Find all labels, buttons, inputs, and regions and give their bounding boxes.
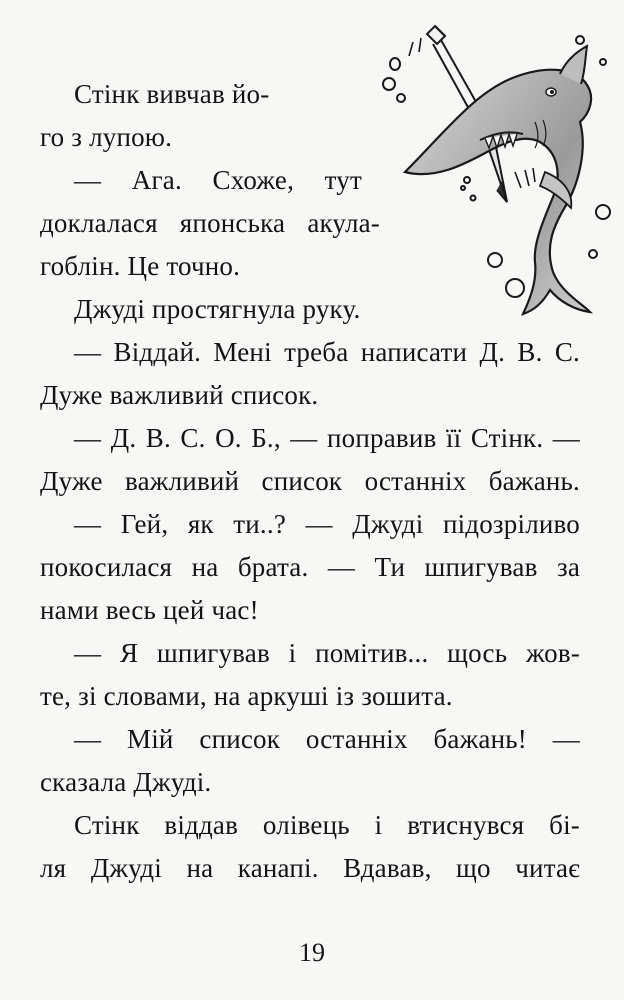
text-line: — Мій список останніх бажань! — bbox=[74, 724, 580, 754]
text-line: сказала Джуді. bbox=[40, 767, 212, 797]
text-line: покосилася на брата. — Ти шпигував за bbox=[40, 552, 580, 582]
text-line: — Д. В. С. О. Б., — поправив її Стінк. — bbox=[74, 423, 580, 453]
text-line: — Гей, як ти..? — Джуді підозріливо bbox=[74, 509, 580, 539]
text-line: Джуді простягнула руку. bbox=[74, 294, 361, 324]
text-line: те, зі словами, на аркуші із зошита. bbox=[40, 681, 453, 711]
text-line: Дуже важливий список. bbox=[40, 380, 319, 410]
text-line: — Віддай. Мені треба написати Д. В. С. bbox=[74, 337, 580, 367]
text-line: нами весь цей час! bbox=[40, 595, 259, 625]
text-line: гоблін. Це точно. bbox=[40, 251, 241, 281]
text-line: го з лупою. bbox=[40, 122, 173, 152]
text-line: ля Джуді на канапі. Вдавав, що читає bbox=[40, 853, 580, 883]
text-line: доклалася японська акула- bbox=[40, 208, 380, 238]
page-number: 19 bbox=[299, 938, 325, 967]
text-line: — Ага. Схоже, тут bbox=[74, 165, 362, 195]
text-line: — Я шпигував і помітив... щось жов- bbox=[74, 638, 580, 668]
goblin-shark-with-pencil-icon bbox=[375, 22, 620, 317]
text-line: Стінк віддав олівець і втиснувся бі- bbox=[74, 810, 580, 840]
text-line: Дуже важливий список останніх бажань. bbox=[40, 466, 580, 496]
text-line: Стінк вивчав йо- bbox=[74, 79, 270, 109]
